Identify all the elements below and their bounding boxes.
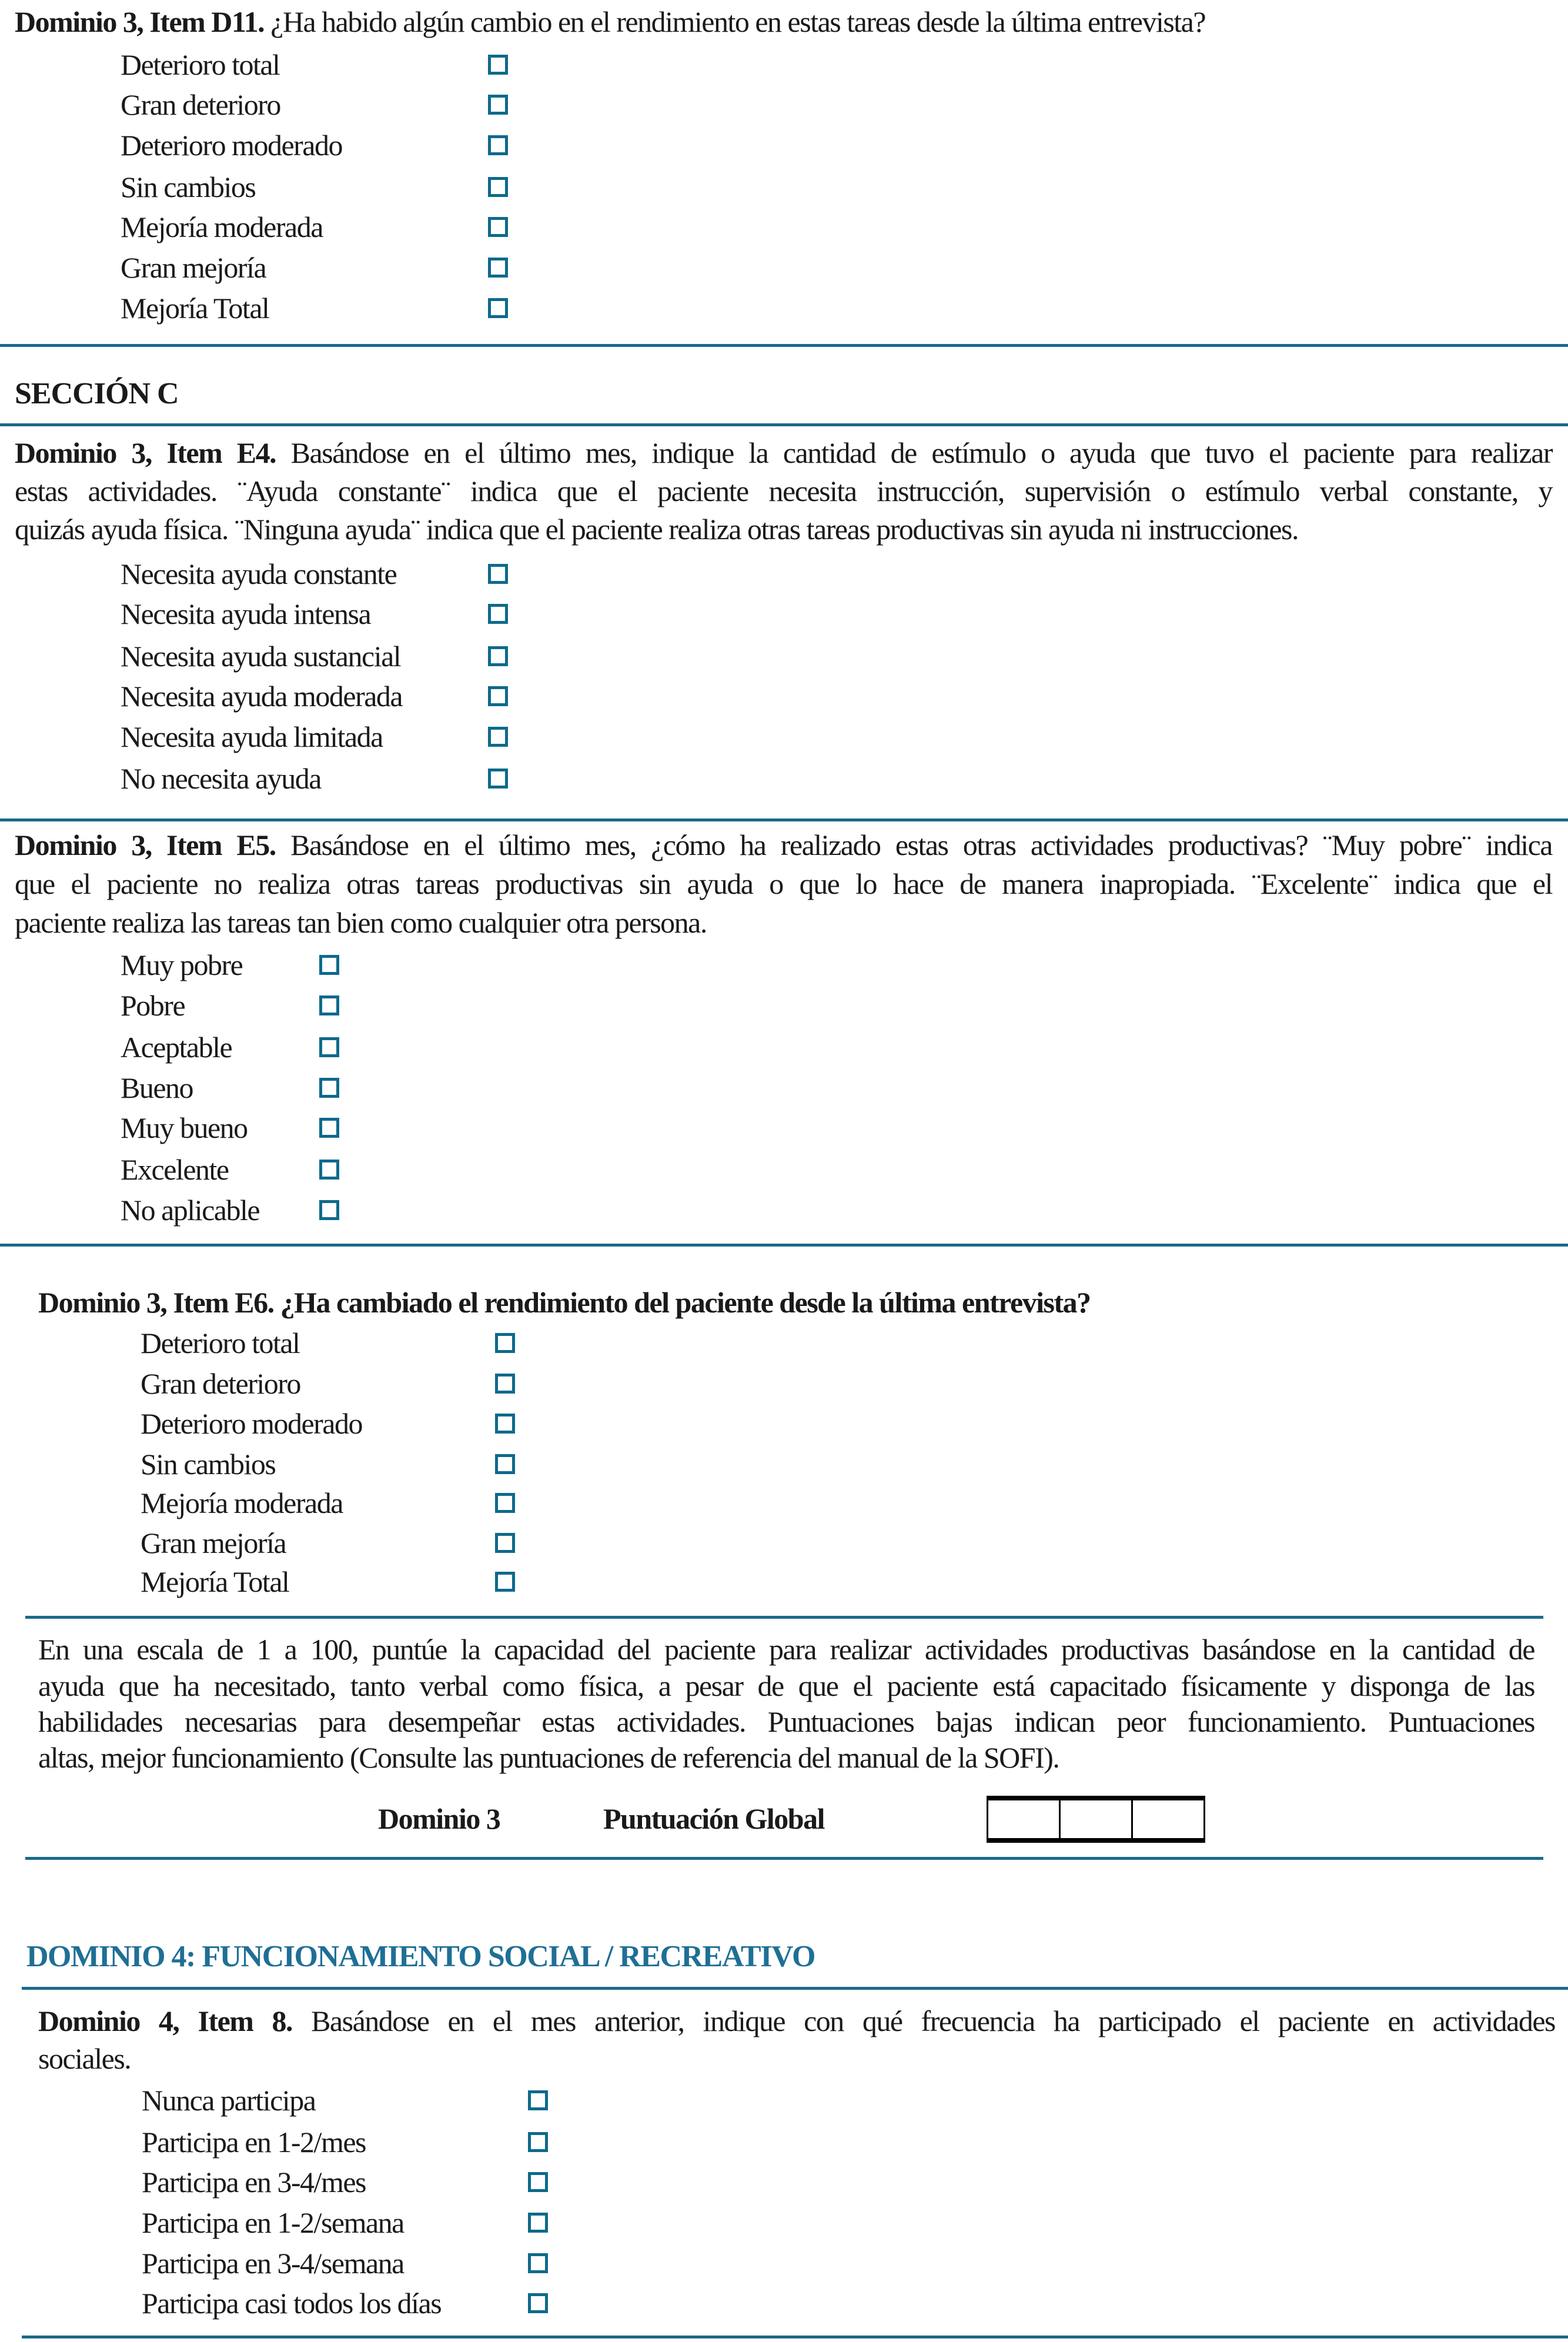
d11-label: Dominio 3, Item D11. <box>15 5 265 38</box>
e5-checkbox[interactable] <box>319 995 339 1015</box>
divider <box>22 2336 1568 2338</box>
e6-option-label: Mejoría moderada <box>141 1486 343 1519</box>
d11-option-label: Mejoría Total <box>121 292 269 325</box>
e4-question-line <box>15 438 1552 467</box>
d11-checkbox[interactable] <box>488 55 508 75</box>
e4-question-line: quizás ayuda física. ¨Ninguna ayuda¨ indica que el paciente realiza otras tareas productivas sin ayuda ni instrucciones. <box>15 513 1298 546</box>
e5-option-label: Aceptable <box>121 1031 232 1064</box>
e6-option-label: Deterioro total <box>141 1327 300 1359</box>
d11-option-label: Deterioro total <box>121 48 280 81</box>
e5-option-label: Pobre <box>121 989 185 1022</box>
d11-option-label: Gran deterioro <box>121 88 280 121</box>
global-score-label: Puntuación Global <box>603 1802 824 1835</box>
score-digit-3[interactable] <box>1133 1800 1203 1838</box>
score-digit-1[interactable] <box>988 1800 1061 1838</box>
divider <box>25 1616 1543 1619</box>
e5-question-line: que el paciente no realiza otras tareas productivas sin ayuda o que lo hace de manera inapropiada. ¨Excelente¨ indica que el <box>15 867 1552 900</box>
e4-text: Basándose en el último mes, indique la cantidad de estímulo o ayuda que tuvo el paciente para realizar <box>276 436 1552 469</box>
global-score-input[interactable] <box>987 1796 1205 1843</box>
e6-checkbox[interactable] <box>495 1572 515 1592</box>
d4-item8-checkbox[interactable] <box>528 2293 548 2313</box>
d11-option-label: Deterioro moderado <box>121 129 343 162</box>
e5-checkbox[interactable] <box>319 1118 339 1138</box>
d4-item8-option-label: Participa en 1-2/semana <box>142 2206 404 2239</box>
divider <box>0 818 1568 821</box>
e5-checkbox[interactable] <box>319 1160 339 1180</box>
e4-option-label: Necesita ayuda moderada <box>121 680 403 713</box>
global-score-instruction-line: ayuda que ha necesitado, tanto verbal como física, a pesar de que el paciente está capacitado físicamente y disponga de las <box>38 1669 1534 1702</box>
d4-item8-question-line: sociales. <box>38 2042 131 2075</box>
e5-option-label: Muy pobre <box>121 948 243 981</box>
e6-option-label: Mejoría Total <box>141 1565 289 1598</box>
e5-question-line <box>15 830 1552 860</box>
e6-question: Dominio 3, Item E6. ¿Ha cambiado el rendimiento del paciente desde la última entrevista? <box>38 1286 1091 1319</box>
e5-label: Dominio 3, Item E5. <box>15 828 276 861</box>
global-score-instruction-line: En una escala de 1 a 100, puntúe la capacidad del paciente para realizar actividades productivas basándose en la cantidad de <box>38 1633 1534 1666</box>
d11-option-label: Gran mejoría <box>121 251 266 284</box>
d11-option-label: Mejoría moderada <box>121 211 323 243</box>
e4-checkbox[interactable] <box>488 727 508 747</box>
d4-item8-checkbox[interactable] <box>528 2253 548 2273</box>
d11-checkbox[interactable] <box>488 95 508 115</box>
d4-item8-option-label: Participa en 3-4/mes <box>142 2166 366 2199</box>
e6-option-label: Sin cambios <box>141 1448 276 1481</box>
e6-checkbox[interactable] <box>495 1533 515 1553</box>
e5-option-label: Bueno <box>121 1071 193 1104</box>
divider <box>0 1244 1568 1247</box>
e5-checkbox[interactable] <box>319 1078 339 1098</box>
e6-checkbox[interactable] <box>495 1454 515 1474</box>
e5-option-label: Excelente <box>121 1153 229 1186</box>
divider <box>0 423 1568 426</box>
e4-checkbox[interactable] <box>488 769 508 789</box>
d4-item8-checkbox[interactable] <box>528 2132 548 2152</box>
e5-question-line: paciente realiza las tareas tan bien como cualquier otra persona. <box>15 906 707 939</box>
d4-item8-label: Dominio 4, Item 8. <box>38 2004 293 2037</box>
e5-checkbox[interactable] <box>319 1200 339 1220</box>
e6-checkbox[interactable] <box>495 1374 515 1394</box>
e4-checkbox[interactable] <box>488 686 508 706</box>
e5-option-label: No aplicable <box>121 1194 260 1227</box>
d4-item8-question-line <box>38 2006 1555 2036</box>
d4-item8-checkbox[interactable] <box>528 2090 548 2110</box>
global-score-instruction-line: habilidades necesarias para desempeñar estas actividades. Puntuaciones bajas indican peor funcionamiento. Puntuaciones <box>38 1705 1534 1738</box>
e4-label: Dominio 3, Item E4. <box>15 436 276 469</box>
e4-option-label: Necesita ayuda intensa <box>121 597 371 630</box>
d4-item8-option-label: Participa en 1-2/mes <box>142 2126 366 2159</box>
divider <box>22 1987 1568 1990</box>
e6-option-label: Deterioro moderado <box>141 1407 363 1440</box>
e5-checkbox[interactable] <box>319 955 339 975</box>
e4-option-label: Necesita ayuda limitada <box>121 720 383 753</box>
e6-option-label: Gran mejoría <box>141 1526 286 1559</box>
d11-question <box>15 7 1205 36</box>
d11-checkbox[interactable] <box>488 217 508 237</box>
e4-checkbox[interactable] <box>488 646 508 666</box>
e6-checkbox[interactable] <box>495 1414 515 1434</box>
e6-checkbox[interactable] <box>495 1493 515 1513</box>
domain-3-label: Dominio 3 <box>378 1802 500 1835</box>
d11-checkbox[interactable] <box>488 298 508 318</box>
d4-item8-option-label: Participa en 3-4/semana <box>142 2247 404 2280</box>
domain-4-title: DOMINIO 4: FUNCIONAMIENTO SOCIAL / RECREATIVO <box>26 1940 815 1973</box>
e6-option-label: Gran deterioro <box>141 1367 300 1400</box>
score-digit-2[interactable] <box>1061 1800 1133 1838</box>
d4-item8-option-label: Nunca participa <box>142 2084 316 2117</box>
section-c-title: SECCIÓN C <box>15 377 179 410</box>
d11-checkbox[interactable] <box>488 258 508 278</box>
e4-question-line: estas actividades. ¨Ayuda constante¨ indica que el paciente necesita instrucción, supervisión o estímulo verbal constante, y <box>15 475 1552 507</box>
e5-text: Basándose en el último mes, ¿cómo ha realizado estas otras actividades productivas? ¨Muy pobre¨ indica <box>275 828 1552 861</box>
divider <box>0 344 1568 347</box>
divider <box>25 1857 1543 1860</box>
e4-option-label: No necesita ayuda <box>121 762 322 795</box>
d4-item8-text: Basándose en el mes anterior, indique con qué frecuencia ha participado el paciente en actividades <box>292 2004 1555 2037</box>
d11-option-label: Sin cambios <box>121 171 256 203</box>
d4-item8-checkbox[interactable] <box>528 2213 548 2233</box>
d4-item8-checkbox[interactable] <box>528 2172 548 2192</box>
e4-checkbox[interactable] <box>488 604 508 624</box>
d4-item8-option-label: Participa casi todos los días <box>142 2287 442 2320</box>
e4-option-label: Necesita ayuda sustancial <box>121 640 401 673</box>
e5-option-label: Muy bueno <box>121 1111 248 1144</box>
d11-checkbox[interactable] <box>488 177 508 197</box>
global-score-instruction-line: altas, mejor funcionamiento (Consulte las puntuaciones de referencia del manual de la SOFI). <box>38 1741 1059 1774</box>
e6-checkbox[interactable] <box>495 1333 515 1353</box>
e5-checkbox[interactable] <box>319 1037 339 1057</box>
d11-question-text: ¿Ha habido algún cambio en el rendimiento en estas tareas desde la última entrevista? <box>264 5 1206 38</box>
e4-checkbox[interactable] <box>488 564 508 584</box>
e4-option-label: Necesita ayuda constante <box>121 557 397 590</box>
d11-checkbox[interactable] <box>488 135 508 155</box>
